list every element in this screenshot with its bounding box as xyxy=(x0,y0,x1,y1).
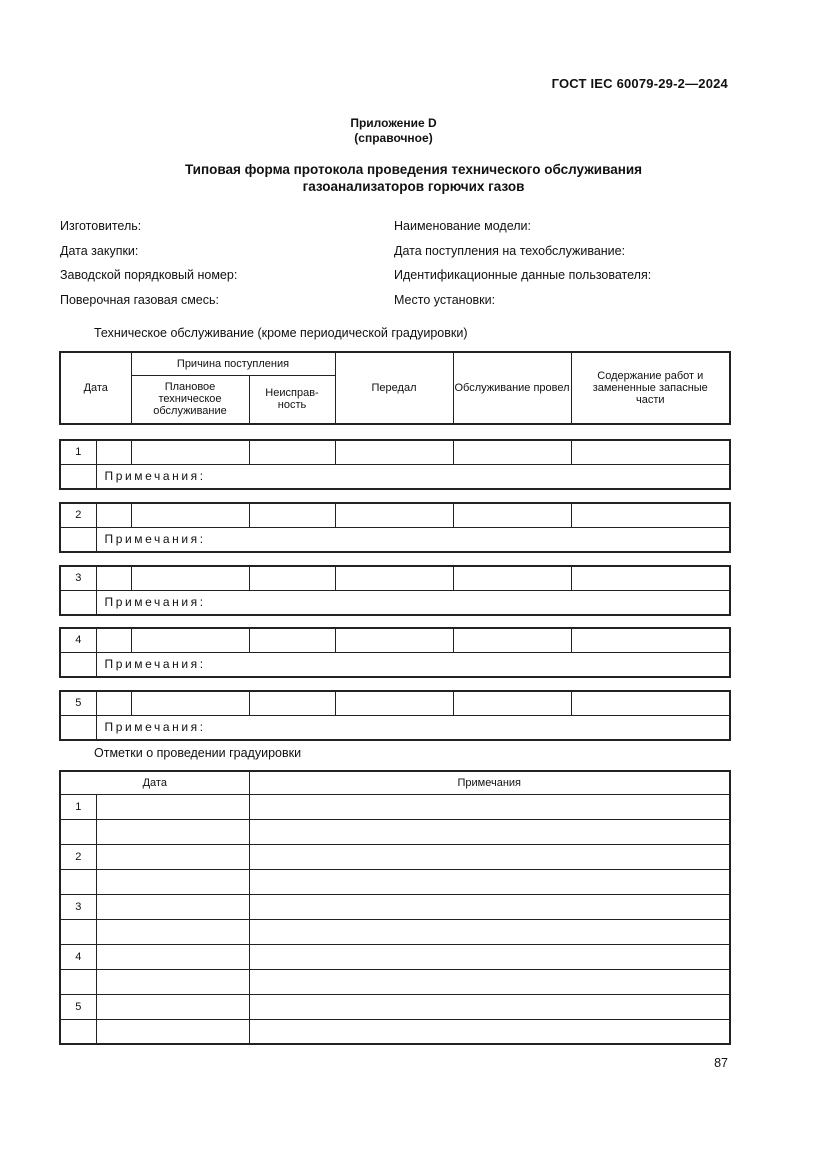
calibration-blank-cell xyxy=(60,919,96,944)
calibration-blank-cell xyxy=(60,869,96,894)
calibration-date-cell xyxy=(96,1019,249,1044)
maintenance-record-1 xyxy=(59,439,731,490)
page-number: 87 xyxy=(714,1056,728,1070)
record-fault-cell xyxy=(249,440,335,464)
calibration-blank-cell xyxy=(60,819,96,844)
standard-designation: ГОСТ IEC 60079-29-2—2024 xyxy=(551,76,728,91)
maintenance-section-title: Техническое обслуживание (кроме периодической градуировки) xyxy=(94,326,468,340)
calibration-date-cell xyxy=(96,944,249,969)
record-handed-over-cell xyxy=(335,440,453,464)
calibration-notes-cell xyxy=(249,944,730,969)
field-model-name: Наименование модели: xyxy=(394,219,531,233)
record-planned-cell xyxy=(131,503,249,527)
header-serviced-by: Обслуживание провел xyxy=(453,352,571,424)
calibration-notes-cell xyxy=(249,794,730,819)
calibration-header-notes: Примечания xyxy=(249,771,730,794)
field-user-id: Идентификационные данные пользователя: xyxy=(394,268,652,282)
record-notes: Примечания: xyxy=(96,464,730,489)
maintenance-header-table xyxy=(59,351,731,425)
record-date-cell xyxy=(96,503,131,527)
record-blank-cell xyxy=(60,715,96,740)
calibration-date-cell xyxy=(96,869,249,894)
record-blank-cell xyxy=(60,527,96,552)
calibration-row-number: 1 xyxy=(60,794,96,819)
record-fault-cell xyxy=(249,691,335,715)
record-notes: Примечания: xyxy=(96,590,730,615)
record-serviced-by-cell xyxy=(453,440,571,464)
record-date-cell xyxy=(96,691,131,715)
calibration-notes-cell xyxy=(249,869,730,894)
record-date-cell xyxy=(96,628,131,652)
record-planned-cell xyxy=(131,628,249,652)
record-fault-cell xyxy=(249,628,335,652)
calibration-date-cell xyxy=(96,819,249,844)
form-title-line-1: Типовая форма протокола проведения технического обслуживания xyxy=(184,162,643,177)
record-notes: Примечания: xyxy=(96,652,730,677)
record-handed-over-cell xyxy=(335,503,453,527)
record-serviced-by-cell xyxy=(453,566,571,590)
record-blank-cell xyxy=(60,464,96,489)
record-notes: Примечания: xyxy=(96,715,730,740)
record-date-cell xyxy=(96,440,131,464)
calibration-date-cell xyxy=(96,969,249,994)
record-content-cell xyxy=(571,566,730,590)
record-number: 4 xyxy=(60,628,96,652)
calibration-notes-cell xyxy=(249,1019,730,1044)
calibration-notes-cell xyxy=(249,844,730,869)
calibration-section-title: Отметки о проведении градуировки xyxy=(94,746,302,760)
record-number: 1 xyxy=(60,440,96,464)
record-number: 2 xyxy=(60,503,96,527)
calibration-row-number: 2 xyxy=(60,844,96,869)
record-number: 3 xyxy=(60,566,96,590)
field-test-gas: Поверочная газовая смесь: xyxy=(60,293,219,307)
header-work-content: Содержание работ и замененные запасные части xyxy=(571,352,730,424)
field-purchase-date: Дата закупки: xyxy=(60,244,139,258)
record-blank-cell xyxy=(60,652,96,677)
record-handed-over-cell xyxy=(335,566,453,590)
record-content-cell xyxy=(571,503,730,527)
field-manufacturer: Изготовитель: xyxy=(60,219,142,233)
maintenance-record-3 xyxy=(59,565,731,616)
maintenance-record-4 xyxy=(59,627,731,678)
calibration-blank-cell xyxy=(60,969,96,994)
calibration-header-date: Дата xyxy=(60,771,249,794)
calibration-date-cell xyxy=(96,994,249,1019)
record-planned-cell xyxy=(131,440,249,464)
record-planned-cell xyxy=(131,691,249,715)
record-content-cell xyxy=(571,628,730,652)
record-planned-cell xyxy=(131,566,249,590)
field-serial-number: Заводской порядковый номер: xyxy=(60,268,238,282)
record-content-cell xyxy=(571,440,730,464)
record-content-cell xyxy=(571,691,730,715)
calibration-notes-cell xyxy=(249,894,730,919)
form-title-line-2: газоанализаторов горючих газов xyxy=(302,179,525,194)
calibration-blank-cell xyxy=(60,1019,96,1044)
record-fault-cell xyxy=(249,566,335,590)
calibration-row-number: 3 xyxy=(60,894,96,919)
header-fault: Неисправ-ность xyxy=(249,375,335,424)
calibration-notes-cell xyxy=(249,969,730,994)
record-date-cell xyxy=(96,566,131,590)
calibration-date-cell xyxy=(96,844,249,869)
calibration-date-cell xyxy=(96,894,249,919)
annex-title: Приложение D xyxy=(350,116,437,130)
calibration-notes-cell xyxy=(249,994,730,1019)
annex-subtitle: (справочное) xyxy=(354,131,433,145)
record-serviced-by-cell xyxy=(453,691,571,715)
record-fault-cell xyxy=(249,503,335,527)
record-handed-over-cell xyxy=(335,628,453,652)
field-installation-location: Место установки: xyxy=(394,293,496,307)
record-serviced-by-cell xyxy=(453,503,571,527)
calibration-row-number: 4 xyxy=(60,944,96,969)
calibration-notes-cell xyxy=(249,919,730,944)
record-serviced-by-cell xyxy=(453,628,571,652)
record-notes: Примечания: xyxy=(96,527,730,552)
header-date: Дата xyxy=(60,352,131,424)
calibration-date-cell xyxy=(96,919,249,944)
header-planned-maintenance: Плановое техническое обслуживание xyxy=(131,375,249,424)
record-blank-cell xyxy=(60,590,96,615)
calibration-notes-cell xyxy=(249,819,730,844)
maintenance-record-2 xyxy=(59,502,731,553)
maintenance-record-5 xyxy=(59,690,731,741)
calibration-date-cell xyxy=(96,794,249,819)
record-handed-over-cell xyxy=(335,691,453,715)
calibration-table xyxy=(59,770,731,1045)
record-number: 5 xyxy=(60,691,96,715)
field-service-arrival-date: Дата поступления на техобслуживание: xyxy=(394,244,626,258)
calibration-row-number: 5 xyxy=(60,994,96,1019)
header-handed-over: Передал xyxy=(335,352,453,424)
header-reason: Причина поступления xyxy=(131,352,335,375)
